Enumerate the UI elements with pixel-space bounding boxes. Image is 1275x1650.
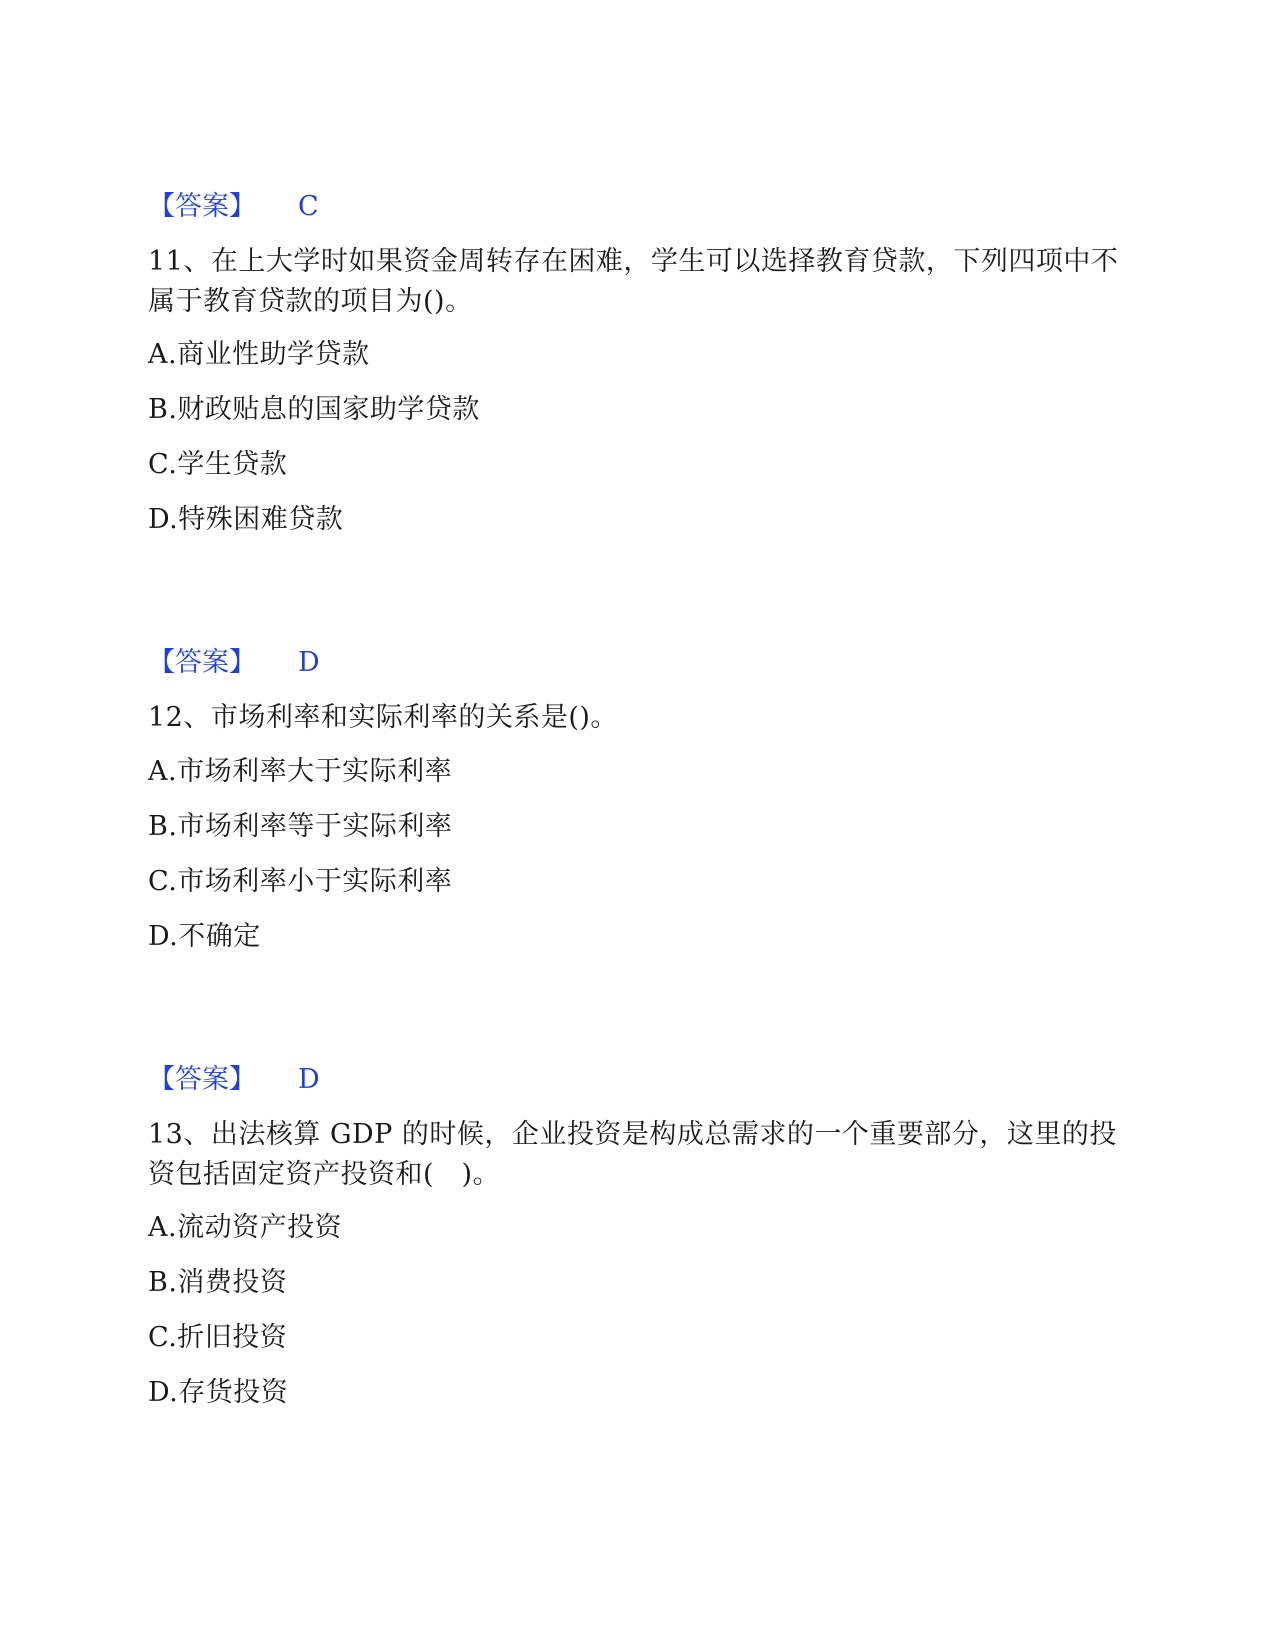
answer-value: C	[298, 191, 319, 222]
question-text: 12、市场利率和实际利率的关系是()。	[148, 702, 618, 733]
answer-line	[148, 190, 319, 224]
option-b: B.财政贴息的国家助学贷款	[148, 394, 480, 425]
answer-value: D	[298, 1064, 320, 1095]
option-a: A.流动资产投资	[148, 1212, 343, 1243]
option-c: C.折旧投资	[148, 1322, 288, 1353]
option-c: C.学生贷款	[148, 449, 288, 480]
question-text: 11、在上大学时如果资金周转存在困难，学生可以选择教育贷款，下列四项中不属于教育贷款的项目为()。	[148, 246, 1119, 317]
question-text: 13、出法核算 GDP 的时候，企业投资是构成总需求的一个重要部分，这里的投资包括固定资产投资和( )。	[148, 1119, 1117, 1190]
option-d: D.存货投资	[148, 1377, 289, 1408]
answer-label: 【答案】	[148, 647, 256, 678]
option-c: C.市场利率小于实际利率	[148, 866, 453, 897]
answer-label: 【答案】	[148, 1064, 256, 1095]
answer-label: 【答案】	[148, 191, 256, 222]
option-d: D.特殊困难贷款	[148, 504, 344, 535]
option-b: B.消费投资	[148, 1267, 288, 1298]
option-a: A.市场利率大于实际利率	[148, 756, 453, 787]
option-d: D.不确定	[148, 921, 261, 952]
option-b: B.市场利率等于实际利率	[148, 811, 453, 842]
answer-line	[148, 1063, 320, 1097]
answer-value: D	[298, 647, 320, 678]
option-a: A.商业性助学贷款	[148, 339, 370, 370]
answer-line	[148, 646, 320, 680]
